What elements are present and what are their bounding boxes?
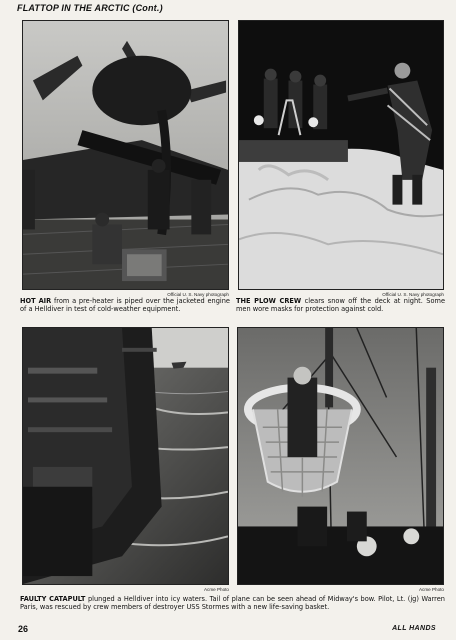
photo-credit: Acme Photo xyxy=(203,587,229,592)
caption-lead: THE PLOW CREW xyxy=(236,297,302,305)
photo-caption xyxy=(20,297,230,314)
page-number: 26 xyxy=(18,624,29,634)
caption-lead: HOT AIR xyxy=(20,297,52,305)
photo-faulty-catapult xyxy=(22,327,229,585)
photo-caption xyxy=(20,595,445,612)
caption-text: from a pre-heater is piped over the jacketed engine of a Helldiver in test of cold-weather equipment. xyxy=(20,297,230,314)
photo-caption xyxy=(236,297,445,314)
photo-life-saving-basket xyxy=(237,327,444,585)
photo-credit: Official U. S. Navy photograph xyxy=(382,292,444,297)
photo-plow-crew xyxy=(238,20,444,290)
photo-credit: Official U. S. Navy photograph xyxy=(167,292,229,297)
magazine-name: ALL HANDS xyxy=(392,625,436,632)
caption-text: clears snow off the deck at night. Some men wore masks for protection against cold. xyxy=(236,297,446,314)
page-header: FLATTOP IN THE ARCTIC (Cont.) xyxy=(17,3,163,13)
caption-text: plunged a Helldiver into icy waters. Tail of plane can be seen ahead of Midway's bow. Pilot, Lt. (jg) Warren Paris, was rescued by crew members of destroyer USS Stormes with a new life-saving basket. xyxy=(20,595,445,612)
photo-helldiver-preheater xyxy=(22,20,229,290)
photo-credit: Acme Photo xyxy=(418,587,444,592)
caption-lead: FAULTY CATAPULT xyxy=(20,595,86,603)
